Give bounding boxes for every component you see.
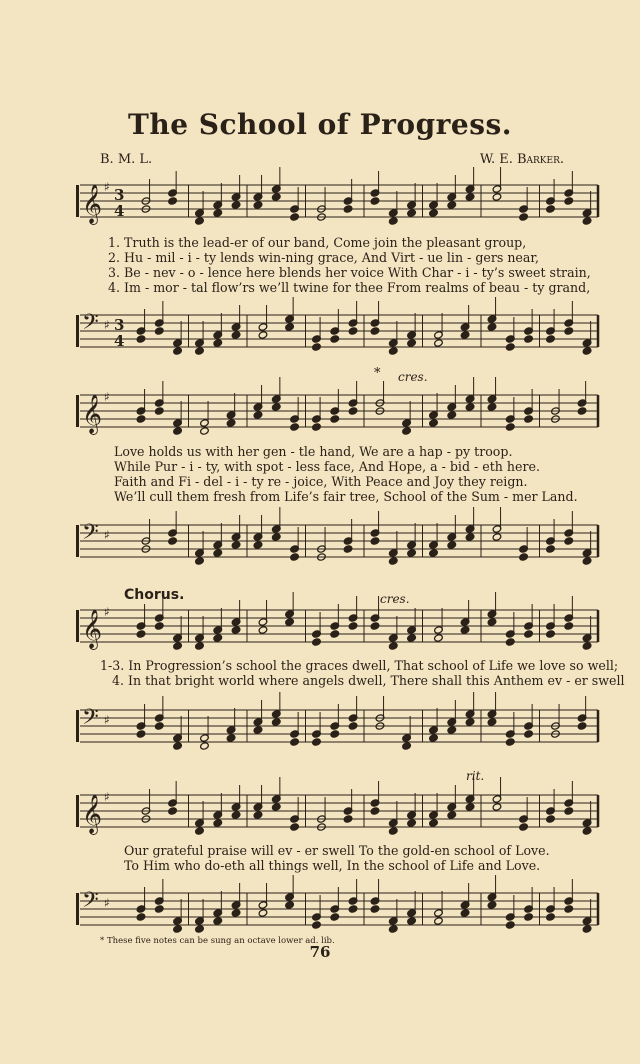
note-head (253, 411, 263, 419)
bass-clef-icon: 𝄢 (82, 310, 99, 340)
note-head (290, 213, 300, 221)
note-head (168, 537, 178, 545)
note-head (290, 423, 300, 431)
note-head (173, 925, 183, 933)
note-head (487, 323, 497, 331)
note-head (487, 618, 497, 626)
note-head (226, 419, 236, 427)
note-head (564, 622, 574, 630)
sharp-key-signature-icon: ♯ (104, 790, 110, 804)
note-head (173, 427, 183, 435)
note-head (564, 327, 574, 335)
note-head (271, 718, 281, 726)
note-head (465, 718, 475, 726)
note-head (519, 823, 529, 831)
system-barline (76, 610, 79, 642)
note-head (348, 327, 358, 335)
note-head (447, 201, 457, 209)
treble-clef-icon: 𝄞 (82, 394, 103, 434)
system4-treble-staff (0, 785, 640, 845)
note-head (343, 545, 353, 553)
note-head (173, 347, 183, 355)
note-head (564, 197, 574, 205)
hymn-title: The School of Progress. (128, 108, 512, 141)
note-head (213, 549, 223, 557)
treble-clef-icon: 𝄞 (82, 184, 103, 224)
note-head (200, 742, 210, 750)
note-head (330, 415, 340, 423)
note-head (195, 347, 205, 355)
note-head (407, 549, 417, 557)
note-head (370, 807, 380, 815)
note-head (460, 909, 470, 917)
chorus-line: Our grateful praise will ev - er swell To the gold-en school of Love. (124, 843, 550, 858)
note-head (258, 909, 268, 917)
system-barline (76, 795, 79, 827)
system1-treble-staff (0, 175, 640, 235)
note-head (487, 403, 497, 411)
note-head (388, 557, 398, 565)
verse-line: 2. Hu - mil - i - ty lends win-ning grace, And Virt - ue lin - gers near, (108, 250, 540, 265)
note-head (154, 622, 164, 630)
note-head (564, 905, 574, 913)
note-head (465, 403, 475, 411)
note-head (136, 630, 146, 638)
note-head (388, 642, 398, 650)
page-number: 76 (309, 943, 331, 961)
note-head (434, 339, 444, 347)
note-head (173, 642, 183, 650)
note-head (429, 734, 439, 742)
note-head (348, 905, 358, 913)
note-head (577, 722, 587, 730)
note-head (546, 545, 556, 553)
note-head (465, 193, 475, 201)
ritardando-mark: rit. (466, 769, 485, 783)
note-head (290, 738, 300, 746)
octave-asterisk: * (374, 366, 381, 381)
note-head (582, 557, 592, 565)
note-head (564, 537, 574, 545)
note-head (388, 925, 398, 933)
note-head (271, 803, 281, 811)
note-head (505, 738, 515, 746)
sharp-key-signature-icon: ♯ (104, 318, 110, 332)
verse-line: We’ll cull them fresh from Life’s fair tree, School of the Sum - mer Land. (114, 489, 578, 504)
time-signature-bottom: 4 (114, 202, 125, 220)
note-head (231, 201, 241, 209)
note-head (505, 423, 515, 431)
note-head (505, 343, 515, 351)
note-head (370, 905, 380, 913)
note-head (524, 913, 534, 921)
note-head (271, 403, 281, 411)
note-head (330, 335, 340, 343)
note-head (136, 730, 146, 738)
note-head (447, 411, 457, 419)
note-head (290, 823, 300, 831)
verse-line: 3. Be - nev - o - lence here blends her voice With Char - i - ty’s sweet strain, (108, 265, 591, 280)
system4-bass-staff (0, 883, 640, 943)
note-head (348, 622, 358, 630)
verse-line: 4. Im - mor - tal flow’rs we’ll twine for thee From realms of beau - ty grand, (108, 280, 591, 295)
note-head (388, 347, 398, 355)
system3-treble-staff (0, 600, 640, 660)
system-barline (76, 893, 79, 925)
note-head (290, 553, 300, 561)
note-head (434, 917, 444, 925)
note-head (258, 626, 268, 634)
note-head (285, 323, 295, 331)
note-head (460, 626, 470, 634)
note-head (407, 209, 417, 217)
note-head (582, 347, 592, 355)
treble-clef-icon: 𝄞 (82, 794, 103, 834)
note-head (285, 901, 295, 909)
note-head (271, 533, 281, 541)
chorus-line: To Him who do-eth all things well, In the school of Life and Love. (124, 858, 541, 873)
note-head (195, 925, 205, 933)
note-head (407, 917, 417, 925)
note-head (447, 811, 457, 819)
note-head (370, 622, 380, 630)
verse-line: While Pur - i - ty, with spot - less face, And Hope, a - bid - eth here. (114, 459, 540, 474)
note-head (195, 642, 205, 650)
note-head (231, 541, 241, 549)
note-head (487, 901, 497, 909)
note-head (546, 205, 556, 213)
note-head (429, 819, 439, 827)
note-head (582, 827, 592, 835)
note-head (465, 803, 475, 811)
note-head (577, 407, 587, 415)
chorus-heading: Chorus. (124, 587, 185, 603)
note-head (524, 415, 534, 423)
composer-credit: W. E. Barker. (479, 152, 564, 167)
bass-clef-icon: 𝄢 (82, 888, 99, 918)
system2-treble-staff (0, 385, 640, 445)
note-head (348, 407, 358, 415)
sharp-key-signature-icon: ♯ (104, 713, 110, 727)
note-head (434, 634, 444, 642)
note-head (370, 327, 380, 335)
note-head (429, 209, 439, 217)
note-head (524, 630, 534, 638)
note-head (447, 541, 457, 549)
note-head (407, 339, 417, 347)
note-head (136, 913, 146, 921)
note-head (546, 815, 556, 823)
note-head (271, 193, 281, 201)
note-head (429, 419, 439, 427)
system-barline (76, 525, 79, 557)
note-head (524, 335, 534, 343)
note-head (213, 339, 223, 347)
note-head (226, 734, 236, 742)
system-barline (76, 315, 79, 347)
sharp-key-signature-icon: ♯ (104, 896, 110, 910)
note-head (231, 626, 241, 634)
note-head (173, 742, 183, 750)
sharp-key-signature-icon: ♯ (104, 528, 110, 542)
footnote: * These five notes can be sung an octave lower ad. lib. (100, 936, 335, 946)
note-head (136, 415, 146, 423)
note-head (546, 335, 556, 343)
note-head (231, 909, 241, 917)
note-head (195, 217, 205, 225)
note-head (154, 722, 164, 730)
note-head (519, 213, 529, 221)
note-head (343, 815, 353, 823)
bass-clef-icon: 𝄢 (82, 520, 99, 550)
note-head (154, 327, 164, 335)
note-head (492, 533, 502, 541)
note-head (312, 638, 322, 646)
note-head (168, 197, 178, 205)
note-head (407, 819, 417, 827)
note-head (402, 742, 412, 750)
lyricist-credit: B. M. L. (100, 152, 153, 167)
note-head (253, 726, 263, 734)
system-barline (76, 395, 79, 427)
note-head (231, 811, 241, 819)
note-head (253, 811, 263, 819)
note-head (370, 537, 380, 545)
time-signature-top: 3 (114, 316, 125, 334)
sharp-key-signature-icon: ♯ (104, 605, 110, 619)
note-head (546, 913, 556, 921)
note-head (460, 331, 470, 339)
sharp-key-signature-icon: ♯ (104, 180, 110, 194)
system-barline (76, 185, 79, 217)
verse-line: Love holds us with her gen - tle hand, We are a hap - py troop. (114, 444, 513, 459)
note-head (253, 201, 263, 209)
note-head (312, 921, 322, 929)
note-head (258, 331, 268, 339)
note-head (136, 335, 146, 343)
verse-line: 1. Truth is the lead-er of our band, Come join the pleasant group, (108, 235, 527, 250)
note-head (524, 730, 534, 738)
note-head (168, 807, 178, 815)
time-signature-top: 3 (114, 186, 125, 204)
note-head (330, 730, 340, 738)
note-head (312, 423, 322, 431)
note-head (546, 630, 556, 638)
crescendo-mark: cres. (380, 592, 410, 606)
note-head (492, 803, 502, 811)
system1-bass-staff (0, 305, 640, 365)
note-head (213, 209, 223, 217)
note-head (465, 533, 475, 541)
note-head (582, 925, 592, 933)
note-head (231, 331, 241, 339)
note-head (402, 427, 412, 435)
note-head (343, 205, 353, 213)
note-head (213, 819, 223, 827)
system-barline (76, 710, 79, 742)
note-head (213, 917, 223, 925)
note-head (447, 726, 457, 734)
system3-bass-staff (0, 700, 640, 760)
note-head (582, 217, 592, 225)
note-head (330, 630, 340, 638)
note-head (154, 407, 164, 415)
note-head (312, 343, 322, 351)
note-head (330, 913, 340, 921)
note-head (388, 217, 398, 225)
note-head (505, 921, 515, 929)
treble-clef-icon: 𝄞 (82, 609, 103, 649)
note-head (429, 549, 439, 557)
note-head (195, 557, 205, 565)
note-head (388, 827, 398, 835)
note-head (407, 634, 417, 642)
note-head (487, 718, 497, 726)
note-head (519, 553, 529, 561)
chorus-line: 1-3. In Progression’s school the graces dwell, That school of Life we love so well; (100, 658, 619, 673)
verse-line: Faith and Fi - del - i - ty re - joice, With Peace and Joy they reign. (114, 474, 528, 489)
note-head (564, 807, 574, 815)
chorus-line: 4. In that bright world where angels dwell, There shall this Anthem ev - er swell (112, 673, 625, 688)
note-head (285, 618, 295, 626)
system2-bass-staff (0, 515, 640, 575)
note-head (492, 193, 502, 201)
crescendo-mark: cres. (398, 370, 428, 384)
note-head (195, 827, 205, 835)
note-head (582, 642, 592, 650)
note-head (505, 638, 515, 646)
time-signature-bottom: 4 (114, 332, 125, 350)
note-head (312, 738, 322, 746)
note-head (253, 541, 263, 549)
note-head (200, 427, 210, 435)
sharp-key-signature-icon: ♯ (104, 390, 110, 404)
note-head (154, 905, 164, 913)
note-head (348, 722, 358, 730)
note-head (370, 197, 380, 205)
note-head (213, 634, 223, 642)
bass-clef-icon: 𝄢 (82, 705, 99, 735)
